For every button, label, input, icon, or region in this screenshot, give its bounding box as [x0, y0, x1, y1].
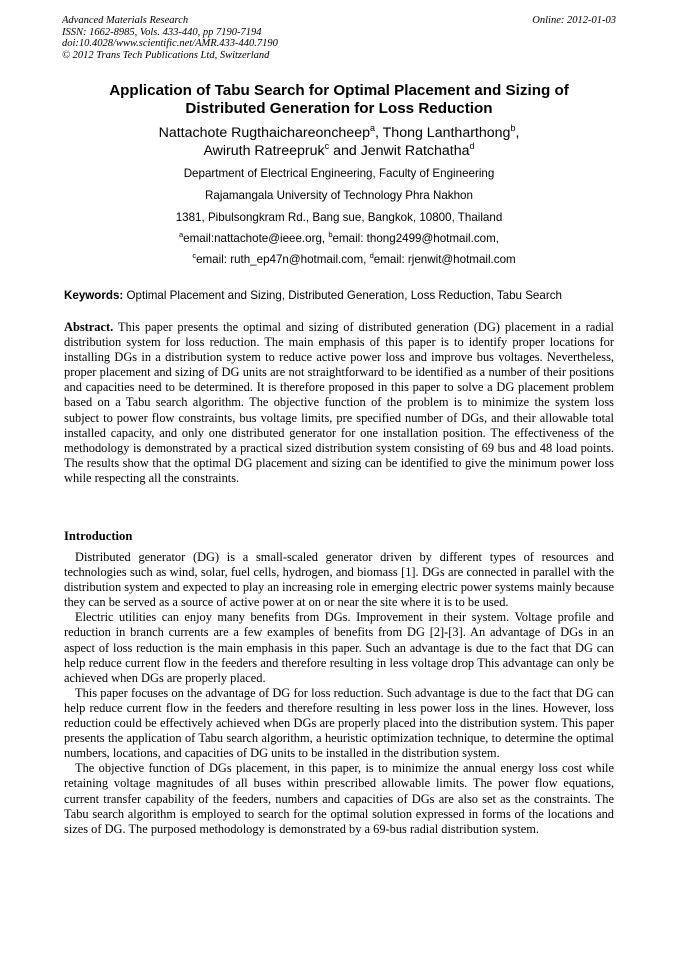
author-affiliation-mark: b	[510, 123, 516, 133]
journal-name: Advanced Materials Research	[62, 15, 189, 26]
paragraph: This paper focuses on the advantage of DG for loss reduction. Such advantage is due to the fact that DG can help reduce current flow in the feeders and therefore resulting in less power loss in the lines. However, loss reduction could be effectively achieved when DGs are properly placed into the distribution system. This paper presents the application of Tabu search algorithm, a heuristic optimization technique, to determine the optimal numbers, locations, and capacities of DG units to be installed in the distribution system.	[64, 685, 614, 761]
email-address: email: ruth_ep47n@hotmail.com,	[196, 253, 370, 266]
author-line-1	[60, 124, 618, 142]
abstract-label: Abstract.	[64, 320, 114, 334]
author-name: Awiruth Ratreepruk	[203, 143, 325, 159]
email-mark: c	[192, 251, 197, 260]
paper-title	[60, 82, 618, 118]
author-affiliation-mark: d	[469, 141, 475, 151]
email-mark: b	[328, 230, 333, 239]
author-line-2	[60, 142, 618, 160]
email-mark: a	[179, 230, 184, 239]
journal-header	[62, 15, 616, 61]
email-address: email: thong2499@hotmail.com,	[332, 232, 499, 245]
affiliation-department: Department of Electrical Engineering, Faculty of Engineering	[183, 167, 495, 180]
affiliation-address: 1381, Pibulsongkram Rd., Bang sue, Bangkok, 10800, Thailand	[175, 211, 503, 224]
abstract	[64, 320, 614, 486]
keywords	[64, 289, 624, 303]
doi-line: doi:10.4028/www.scientific.net/AMR.433-440.7190	[62, 38, 278, 49]
author-affiliation-mark: c	[324, 141, 330, 151]
affiliation-emails-line-1	[60, 232, 618, 246]
introduction-body	[64, 550, 614, 837]
author-separator: ,	[515, 125, 520, 141]
author-list	[60, 124, 618, 160]
author-separator: ,	[375, 125, 383, 141]
author-name: Thong Lantharthong	[382, 125, 511, 141]
paragraph: The objective function of DGs placement, in this paper, is to minimize the annual energy loss cost while retaining voltage magnitudes of all buses within prescribed allowable limits. The power flow equations, current transfer capability of the feeders, numbers and capacities of DGs are also set as the constraints. The Tabu search algorithm is employed to search for the optimal solution expressed in forms of the locations and sizes of DG. The purposed methodology is demonstrated by a 69-bus radial distribution system.	[64, 761, 614, 836]
keywords-text: Optimal Placement and Sizing, Distributed Generation, Loss Reduction, Tabu Search	[123, 289, 562, 302]
email-address: email:nattachote@ieee.org,	[183, 232, 329, 245]
abstract-text: This paper presents the optimal and sizing of distributed generation (DG) placement in a radial distribution system for loss reduction. The main emphasis of this paper is to identify proper locations for installing DGs in a distribution system to reduce active power loss and improve bus voltages. Nevertheless, proper placement and sizing of DG units are not straightforward to be identified as a number of their positions and capacities need to be determined. It is therefore proposed in this paper to solve a DG placement problem based on a Tabu search algorithm. The objective function of the problem is to minimize the system loss subject to power flow constraints, bus voltage limits, pre specified number of DGs, and their allowable total installed capacity, and only one distributed generator for one installation position. The effectiveness of the methodology is demonstrated by a practical sized distribution system consisting of 69 bus and 48 load points. The results show that the optimal DG placement and sizing can be identified to give the minimum power loss while respecting all the constraints.	[64, 320, 614, 485]
email-mark: d	[369, 251, 374, 260]
author-name: Jenwit Ratchatha	[360, 143, 470, 159]
affiliation-university: Rajamangala University of Technology Phra Nakhon	[205, 189, 473, 202]
issn-line: ISSN: 1662-8985, Vols. 433-440, pp 7190-7194	[62, 26, 262, 38]
title-line-1: Application of Tabu Search for Optimal Placement and Sizing of	[109, 82, 569, 99]
affiliation-emails-line-2	[60, 253, 618, 267]
email-address: email: rjenwit@hotmail.com	[373, 253, 516, 266]
author-affiliation-mark: a	[369, 123, 375, 133]
title-line-2: Distributed Generation for Loss Reduction	[185, 100, 493, 117]
author-name: Nattachote Rugthaichareoncheep	[158, 125, 370, 141]
author-separator: and	[329, 143, 361, 159]
copyright-line: © 2012 Trans Tech Publications Ltd, Switzerland	[62, 49, 270, 61]
section-heading-introduction: Introduction	[64, 529, 133, 543]
paragraph: Electric utilities can enjoy many benefits from DGs. Improvement in their system. Voltage profile and reduction in branch currents are a few examples of benefits from DG [2]-[3]. An advantage of DGs in an aspect of loss reduction is the main emphasis in this paper. Such an advantage is due to the fact that DG can help reduce current flow in the feeders and therefore resulting in less voltage drop This advantage can only be achieved when DGs are properly placed.	[64, 610, 614, 685]
keywords-label: Keywords:	[64, 289, 124, 302]
paragraph: Distributed generator (DG) is a small-scaled generator driven by different types of resources and technologies such as wind, solar, fuel cells, hydrogen, and biomass [1]. DGs are connected in parallel with the distribution system and expected to play an increasing role in emerging electric power systems mainly because they can be served as a source of active power at on or near the site where it is to be used.	[64, 550, 614, 610]
online-date: Online: 2012-01-03	[532, 15, 616, 26]
